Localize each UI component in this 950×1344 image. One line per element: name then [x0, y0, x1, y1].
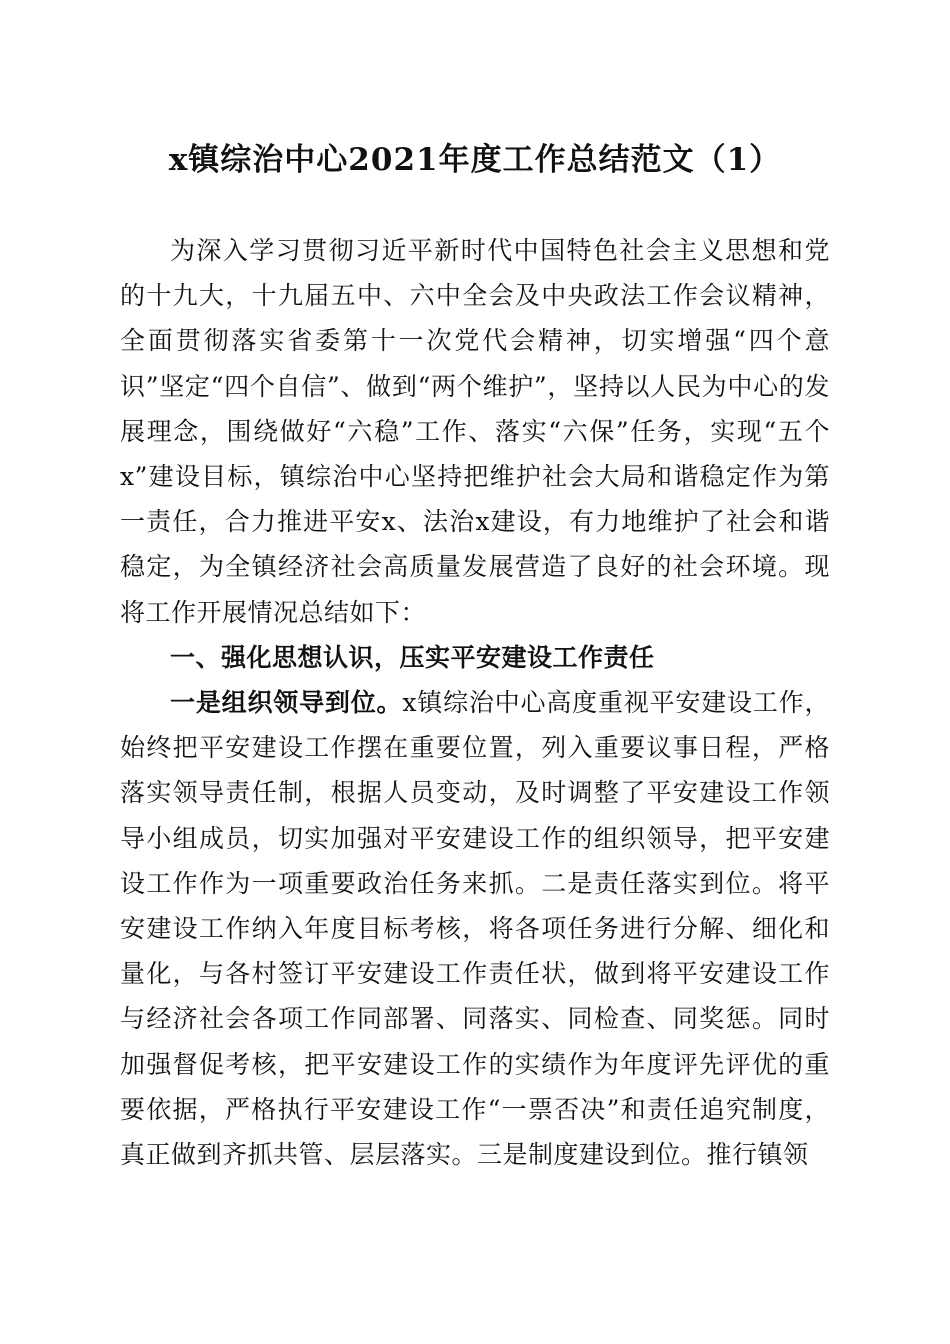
section-heading: 一、强化思想认识，压实平安建设工作责任	[170, 642, 655, 672]
section-body-text: x镇综治中心高度重视平安建设工作，始终把平安建设工作摆在重要位置，列入重要议事日程，严格落实领导责任制，根据人员变动，及时调整了平安建设工作领导小组成员，切实加强对平安建设工作的组织领导，把平安建设工作作为一项重要政治任务来抓。二是责任落实到位。将平安建设工作纳入年度目标考核，将各项任务进行分解、细化和量化，与各村签订平安建设工作责任状，做到将平安建设工作与经济社会各项工作同部署、同落实、同检查、同奖惩。同时加强督促考核，把平安建设工作的实绩作为年度评先评优的重要依据，严格执行平安建设工作“一票否决”和责任追究制度，真正做到齐抓共管、层层落实。三是制度建设到位。推行镇领	[120, 688, 830, 1170]
intro-paragraph: 为深入学习贯彻习近平新时代中国特色社会主义思想和党的十九大，十九届五中、六中全会及中央政法工作会议精神，全面贯彻落实省委第十一次党代会精神，切实增强“四个意识”坚定“四个自信”、做到“两个维护”，坚持以人民为中心的发展理念，围绕做好“六稳”工作、落实“六保”任务，实现“五个x”建设目标，镇综治中心坚持把维护社会大局和谐稳定作为第一责任，合力推进平安x、法治x建设，有力地维护了社会和谐稳定，为全镇经济社会高质量发展营造了良好的社会环境。现将工作开展情况总结如下：	[120, 236, 830, 627]
section-lead: 一是组织领导到位。	[170, 688, 403, 718]
section-paragraph	[120, 680, 830, 1177]
document-title: x镇综治中心2021年度工作总结范文（1）	[168, 142, 782, 178]
document-body	[120, 228, 830, 1177]
